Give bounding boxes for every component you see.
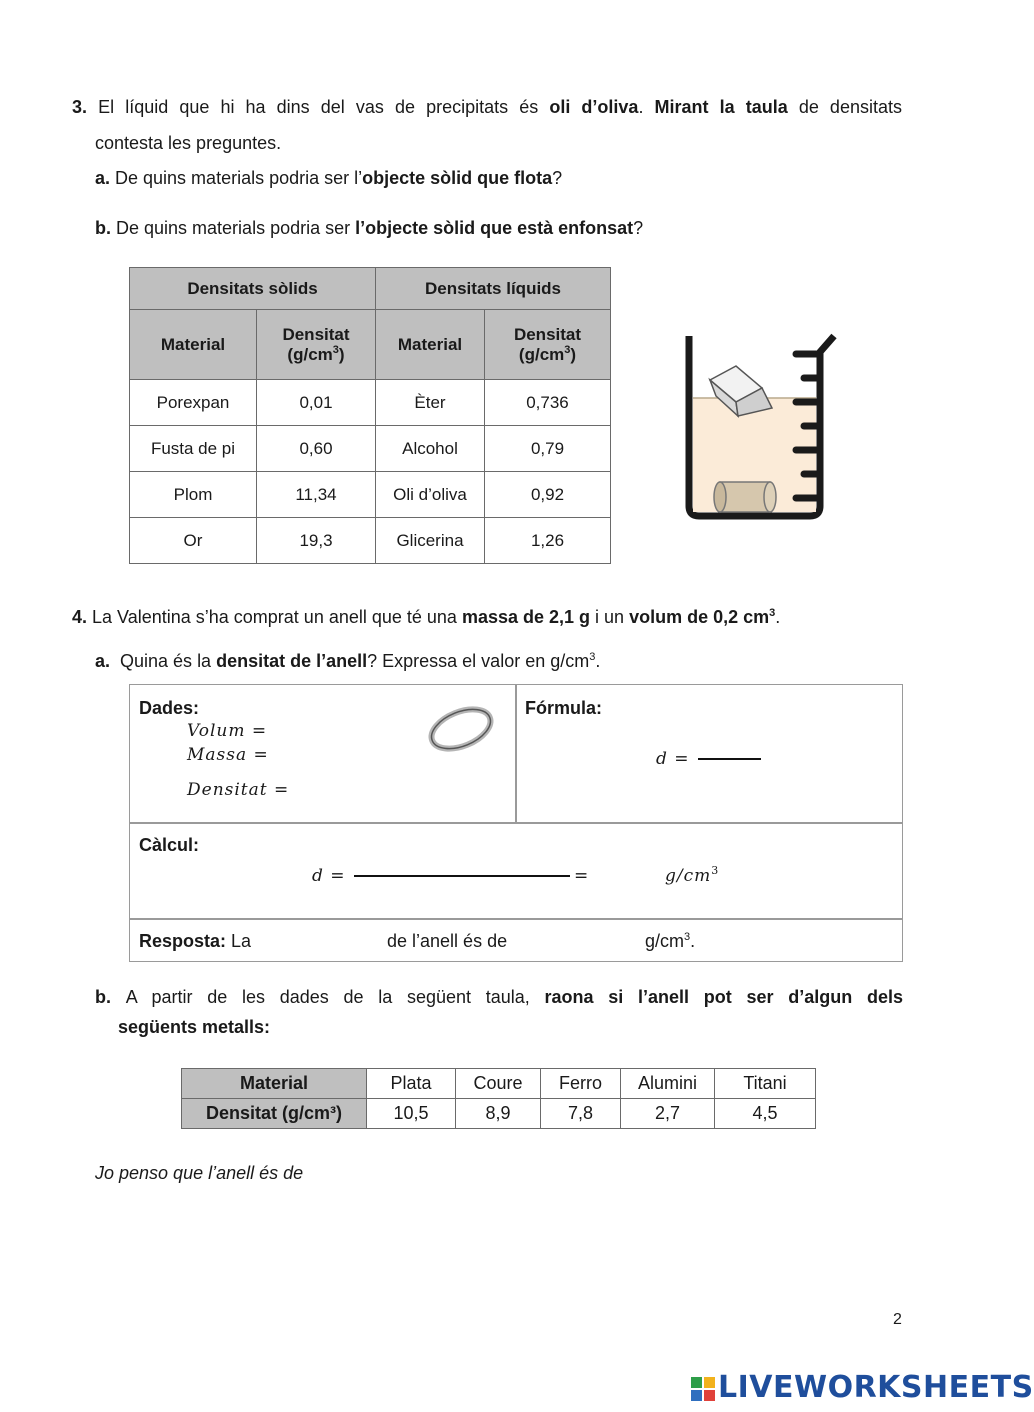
volum-field: Volum = <box>187 721 268 741</box>
solids-header: Densitats sòlids <box>130 268 376 310</box>
table-row: Or 19,3 Glicerina 1,26 <box>130 518 611 564</box>
q4-question-a: a. Quina és la densitat de l’anell? Expressa el valor en $g/cm^3$. <box>95 651 601 671</box>
col-density: Densitat $(g/cm^3)$ <box>485 310 611 380</box>
metals-header-density: Densitat (g/cm³) <box>182 1099 367 1129</box>
table-row: Porexpan 0,01 Èter 0,736 <box>130 380 611 426</box>
formula-d: d = <box>656 749 690 769</box>
formula-fraction-line <box>698 758 761 760</box>
metals-header-material: Material <box>182 1069 367 1099</box>
col-material: Material <box>376 310 485 380</box>
q3-question-a: a. De quins materials podria ser l’objecte sòlid que flota? <box>95 168 563 188</box>
ring-icon <box>426 703 496 755</box>
col-density: Densitat $(g/cm^3)$ <box>257 310 376 380</box>
beaker-illustration <box>676 322 852 528</box>
col-material: Material <box>130 310 257 380</box>
table-row: Plom 11,34 Oli d’oliva 0,92 <box>130 472 611 518</box>
liveworksheets-logo: LIVEWORKSHEETS <box>718 1370 1034 1405</box>
q4-question-b: b. A partir de les dades de la següent taula, raona si l’anell pot ser d’algun dels següents metalls: <box>95 987 903 1037</box>
liquids-header: Densitats líquids <box>376 268 611 310</box>
q3-intro-line1: 3. El líquid que hi ha dins del vas de precipitats és oli d’oliva. Mirant la taula de densitats <box>72 97 902 117</box>
calcul-label: Càlcul: <box>139 835 200 855</box>
metals-table: Material Plata Coure Ferro Alumini Titani Densitat (g/cm³) 10,5 8,9 7,8 2,7 4,5 <box>181 1068 816 1129</box>
q3-intro-line2: contesta les preguntes. <box>95 133 282 153</box>
dades-label: Dades: <box>139 698 200 718</box>
sunken-cylinder <box>714 482 776 512</box>
densitat-field: Densitat = <box>187 780 290 800</box>
density-table <box>129 267 611 564</box>
q3-question-b: b. De quins materials podria ser l’objecte sòlid que està enfonsat? <box>95 218 644 238</box>
calc-fraction-line <box>354 875 570 877</box>
calc-equals: = <box>574 866 590 886</box>
calculation-box <box>129 684 903 962</box>
liveworksheets-logo-icon <box>691 1377 715 1401</box>
calc-unit: $g/cm^3$ <box>665 864 720 886</box>
massa-field: Massa = <box>187 745 269 765</box>
resposta-line: Resposta: La de l’anell és de $g/cm^3$. <box>139 931 696 951</box>
table-row: Fusta de pi 0,60 Alcohol 0,79 <box>130 426 611 472</box>
page-number: 2 <box>893 1311 902 1328</box>
formula-label: Fórmula: <box>525 698 603 718</box>
answer-prompt: Jo penso que l’anell és de <box>95 1163 304 1183</box>
calc-d: d = <box>312 866 346 886</box>
q4-intro: 4. La Valentina s’ha comprat un anell que té una massa de 2,1 g i un volum de 0,2 $cm^3$. <box>72 607 781 627</box>
